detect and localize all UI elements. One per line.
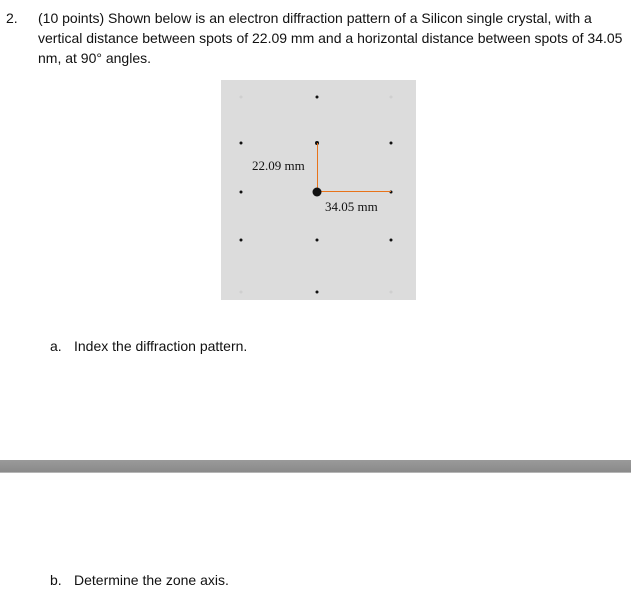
- question-number: 2.: [6, 10, 18, 26]
- diffraction-spot: [390, 142, 393, 145]
- diffraction-spot: [240, 191, 243, 194]
- diffraction-spot: [240, 96, 243, 99]
- diffraction-spot: [390, 291, 393, 294]
- part-a-letter: a.: [50, 338, 62, 354]
- diffraction-spot: [316, 96, 319, 99]
- question-text: (10 points) Shown below is an electron diffraction pattern of a Silicon single crystal, with a vertical distance between spots of 22.09 mm and a horizontal distance between spots of 34.05 nm, at 90° angles.: [38, 10, 623, 66]
- diffraction-spot: [240, 239, 243, 242]
- part-a: [50, 336, 247, 356]
- horizontal-distance-label: 34.05 mm: [325, 199, 378, 214]
- page-divider: [0, 460, 631, 473]
- diffraction-spot: [240, 291, 243, 294]
- part-b: [50, 570, 229, 590]
- horizontal-measure-line: [317, 191, 391, 192]
- diffraction-pattern-figure: [221, 80, 416, 300]
- part-b-text: Determine the zone axis.: [74, 572, 229, 588]
- central-beam-spot: [313, 188, 322, 197]
- part-a-text: Index the diffraction pattern.: [74, 338, 248, 354]
- diffraction-spot: [390, 96, 393, 99]
- part-b-letter: b.: [50, 572, 62, 588]
- vertical-measure-line: [317, 143, 318, 192]
- vertical-distance-label: 22.09 mm: [252, 158, 305, 173]
- diffraction-spot: [390, 239, 393, 242]
- diffraction-spot: [316, 239, 319, 242]
- diffraction-spot: [240, 142, 243, 145]
- diffraction-spot: [316, 291, 319, 294]
